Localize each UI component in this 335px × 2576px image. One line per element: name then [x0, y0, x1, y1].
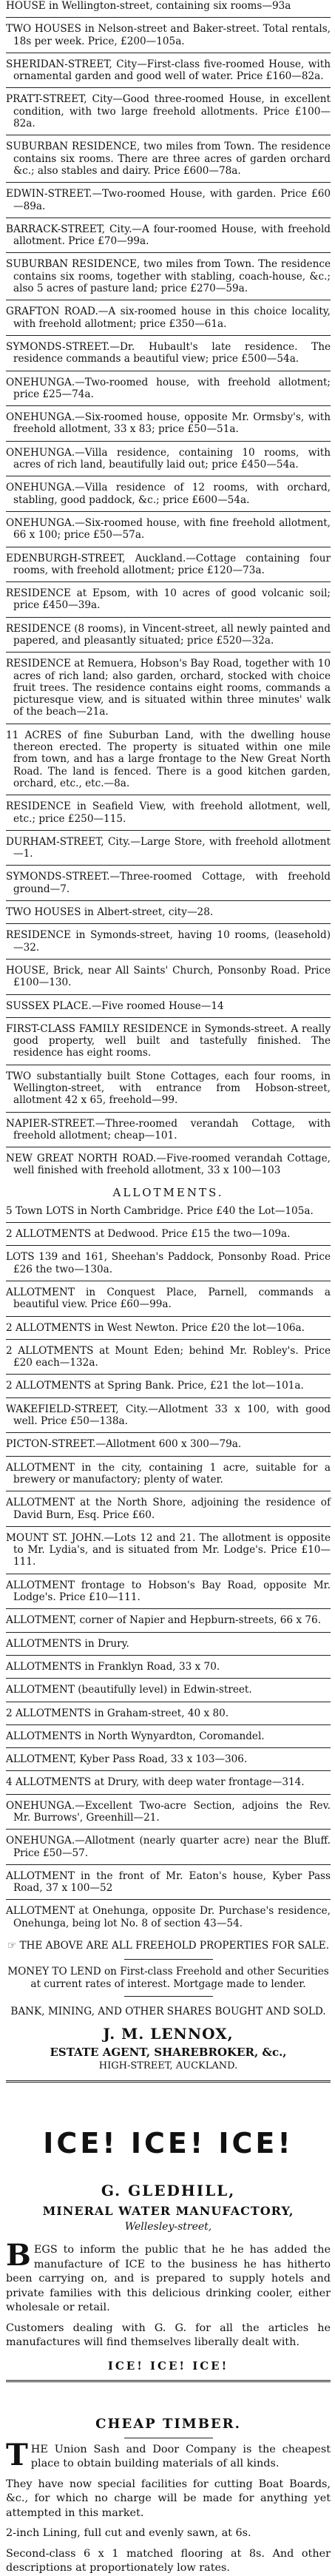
- freehold-note: ☞ THE ABOVE ARE ALL FREEHOLD PROPERTIES FOR SALE.: [7, 1940, 330, 1952]
- allotment-listing: ALLOTMENT in Conquest Place, Parnell, commands a beautiful view. Price £60—99a.: [6, 1286, 331, 1311]
- agent-address: HIGH-STREET, AUCKLAND.: [98, 2060, 238, 2072]
- section-divider: [6, 2380, 331, 2382]
- house-listing: HOUSE in Wellington-street, containing six rooms—93a: [6, 0, 291, 12]
- cheap-body-2: They have now special facilities for cutting Boat Boards, &c., for which no charge will be made for anything yet attempted in this market.: [6, 2478, 331, 2519]
- house-listing: PRATT-STREET, City—Good three-roomed House, in excellent condition, with two large freehold allotments. Price £100—82a.: [6, 93, 331, 130]
- house-listing: NEW GREAT NORTH ROAD.—Five-roomed verandah Cottage, well finished with freehold allotment, 33 x 100—103: [6, 1153, 331, 1177]
- entry-divider: [6, 335, 331, 336]
- entry-divider: [6, 405, 331, 406]
- house-listing: ONEHUNGA.—Villa residence, containing 10 rooms, with acres of rich land, beautifully laid out; price £450—54a.: [6, 446, 331, 471]
- agent-role: ESTATE AGENT, SHAREBROKER, &c.,: [50, 2046, 287, 2060]
- allotment-listing: ALLOTMENT at Onehunga, opposite Dr. Purchase's residence, Onehunga, being lot No. 8 of section 43—54.: [6, 1905, 331, 1929]
- bank-shares-note: BANK, MINING, AND OTHER SHARES BOUGHT AND SOLD.: [10, 2005, 326, 2017]
- house-listing: TWO HOUSES in Albert-street, city—28.: [6, 906, 214, 919]
- house-listing: ONEHUNGA.—Six-roomed house, opposite Mr. Ormsby's, with freehold allotment, 33 x 83; price £50—51a.: [6, 411, 331, 436]
- allotment-listing: ONEHUNGA.—Excellent Two-acre Section, adjoins the Rev. Mr. Burrows', Greenhill—21.: [6, 1799, 331, 1824]
- entry-divider: [6, 1112, 331, 1113]
- gledhill-dropcap: B: [6, 2238, 31, 2273]
- gledhill-role: MINERAL WATER MANUFACTORY,: [42, 2204, 294, 2219]
- house-listing: SUBURBAN RESIDENCE, two miles from Town. The residence contains six rooms. There are three acres of garden orchard &c.; also stables and dairy. Price £600—78a.: [6, 141, 331, 177]
- entry-divider: [6, 441, 331, 442]
- allotment-listing: 2 ALLOTMENTS at Mount Eden; behind Mr. Robley's. Price £20 each—132a.: [6, 1344, 331, 1369]
- cheap-dropcap: T: [6, 2437, 28, 2472]
- allotment-listing: ONEHUNGA.—Allotment (nearly quarter acre) near the Bluff. Price £50—57.: [6, 1835, 331, 1859]
- entry-divider: [6, 1794, 331, 1795]
- entry-divider: [6, 865, 331, 866]
- house-listing: SYMONDS-STREET.—Three-roomed Cottage, with freehold ground—7.: [6, 871, 331, 895]
- gledhill-body-2: Customers dealing with G. G. for all the articles he manufactures will find themselves liberally dealt with.: [6, 2322, 331, 2349]
- entry-divider: [6, 511, 331, 512]
- section-divider: [6, 2080, 331, 2083]
- house-listing: SHERIDAN-STREET, City—First-class five-roomed House, with ornamental garden and good well of water. Price £160—82a.: [6, 58, 331, 83]
- entry-divider: [6, 1747, 331, 1748]
- house-listing: RESIDENCE in Seafield View, with freehold allotment, well, etc.; price £250—115.: [6, 800, 331, 825]
- cheap-body-text: HE Union Sash and Door Company is the cheapest place to obtain building materials of all kinds.: [30, 2443, 331, 2470]
- agent-name: J. M. LENNOX,: [103, 2025, 234, 2043]
- allotment-listing: 2 ALLOTMENTS at Spring Bank. Price, £21 the lot—101a.: [6, 1380, 304, 1392]
- allotment-listing: LOTS 139 and 161, Sheehan's Paddock, Ponsonby Road. Price £26 the two—130a.: [6, 1251, 331, 1275]
- allotment-listing: ALLOTMENT frontage to Hobson's Bay Road, opposite Mr. Lodge's. Price £10—111.: [6, 1579, 331, 1604]
- allotment-listing: 5 Town LOTS in North Cambridge. Price £40 the Lot—105a.: [6, 1204, 314, 1217]
- house-listing: RESIDENCE at Remuera, Hobson's Bay Road, together with 10 acres of rich land; also garden, orchard, stocked with choice fruit trees. The residence contains eight rooms, commands a picturesque view, and is situated within three minutes' walk of the beach—21a.: [6, 658, 331, 718]
- house-listing: RESIDENCE in Symonds-street, having 10 rooms, (leasehold)—32.: [6, 929, 331, 954]
- house-listing: HOUSE, Brick, near All Saints' Church, Ponsonby Road. Price £100—130.: [6, 964, 331, 989]
- entry-divider: [6, 1397, 331, 1398]
- entry-divider: [6, 17, 331, 18]
- allotment-listing: ALLOTMENTS in North Wynyardton, Coromandel.: [6, 1730, 265, 1742]
- entry-divider: [6, 1899, 331, 1900]
- entry-divider: [6, 900, 331, 901]
- entry-divider: [6, 1655, 331, 1656]
- cheap-timber-heading: CHEAP TIMBER.: [95, 2415, 241, 2432]
- gledhill-street: Wellesley-street,: [124, 2221, 212, 2233]
- cheap-body: [6, 2437, 331, 2472]
- entry-divider: [6, 959, 331, 960]
- house-listing: ONEHUNGA.—Six-roomed house, with fine freehold allotment, 66 x 100; price £50—57a.: [6, 516, 331, 542]
- house-listing: 11 ACRES of fine Suburban Land, with the dwelling house thereon erected. The property is situated within one mile from town, and has a large frontage to the New Great North Road. The land is fenced. There is a good kitchen garden, orchard, etc., etc.—8a.: [6, 729, 331, 789]
- allotments-list: [6, 1205, 331, 1929]
- house-listing: GRAFTON ROAD.—A six-roomed house in this choice locality, with freehold allotment; price £350—61a.: [6, 306, 331, 330]
- cheap-body-3: 2-inch Lining, full cut and evenly sawn, at 6s.: [6, 2527, 251, 2540]
- allotment-listing: ALLOTMENTS in Drury.: [6, 1637, 129, 1650]
- allotment-listing: ALLOTMENT at the North Shore, adjoining the residence of David Burn, Esq. Price £60.: [6, 1497, 331, 1521]
- allotment-listing: 4 ALLOTMENTS at Drury, with deep water frontage—314.: [6, 1776, 305, 1789]
- entry-divider: [6, 1770, 331, 1771]
- entry-divider: [6, 1456, 331, 1457]
- gledhill-name: G. GLEDHILL,: [101, 2182, 236, 2200]
- allotment-listing: ALLOTMENT (beautifully level) in Edwin-street.: [6, 1684, 252, 1696]
- house-listing: SUSSEX PLACE.—Five roomed House—14: [6, 999, 224, 1012]
- entry-divider: [6, 1864, 331, 1865]
- allotment-listing: ALLOTMENTS in Franklyn Road, 33 x 70.: [6, 1660, 220, 1673]
- houses-list: [6, 0, 331, 1177]
- house-listing: FIRST-CLASS FAMILY RESIDENCE in Symonds-street. A really good property, well built and tastefully finished. The residence has eight rooms.: [6, 1022, 331, 1059]
- cheap-body-4: Second-class 6 x 1 matched flooring at 8s. And other descriptions at proportionately low rates.: [6, 2547, 331, 2575]
- entry-divider: [6, 1724, 331, 1725]
- ice-footer: ICE! ICE! ICE!: [107, 2358, 229, 2373]
- entry-divider: [6, 1374, 331, 1375]
- house-listing: DURHAM-STREET, City.—Large Store, with freehold allotment—1.: [6, 835, 331, 860]
- money-to-lend-note: MONEY TO LEND on First-class Freehold and other Securities at current rates of interest. Mortgage made to lender.: [7, 1966, 329, 1990]
- entry-divider: [6, 581, 331, 582]
- allotment-listing: WAKEFIELD-STREET, City.—Allotment 33 x 100, with good well. Price £50—138a.: [6, 1403, 331, 1428]
- house-listing: SUBURBAN RESIDENCE, two miles from Town. The residence contains six rooms, together with stabling, coach-house, &c.; also 5 acres of pasture land; price £270—59a.: [6, 258, 331, 295]
- entry-divider: [6, 1316, 331, 1317]
- entry-divider: [6, 617, 331, 618]
- allotment-listing: 2 ALLOTMENTS in Graham-street, 40 x 80.: [6, 1707, 229, 1719]
- allotment-listing: ALLOTMENT in the city, containing 1 acre, suitable for a brewery or manufactory; plenty of water.: [6, 1461, 331, 1486]
- entry-divider: [6, 994, 331, 995]
- entry-divider: [6, 1017, 331, 1018]
- entry-divider: [6, 1608, 331, 1609]
- entry-divider: [6, 1829, 331, 1830]
- allotment-listing: MOUNT ST. JOHN.—Lots 12 and 21. The allotment is opposite to Mr. Lydia's, and is situated from Mr. Lodge's. Price £10—111.: [6, 1531, 331, 1568]
- ice-headline: ICE! ICE! ICE!: [43, 2127, 294, 2160]
- entry-divider: [6, 1678, 331, 1679]
- house-listing: RESIDENCE (8 rooms), in Vincent-street, all newly painted and papered, and pleasantly situated; price £520—32a.: [6, 622, 331, 647]
- allotment-listing: ALLOTMENT, corner of Napier and Hepburn-streets, 66 x 76.: [6, 1614, 322, 1627]
- house-listing: ONEHUNGA.—Two-roomed house, with freehold allotment; price £25—74a.: [6, 376, 331, 400]
- house-listing: BARRACK-STREET, City.—A four-roomed House, with freehold allotment. Price £70—99a.: [6, 223, 331, 248]
- gledhill-body: [6, 2238, 331, 2316]
- entry-divider: [6, 652, 331, 653]
- entry-divider: [6, 252, 331, 253]
- allotment-listing: ALLOTMENT, Kyber Pass Road, 33 x 103—306.: [6, 1753, 248, 1766]
- entry-divider: [6, 1432, 331, 1433]
- entry-divider: [6, 1245, 331, 1246]
- allotment-listing: ALLOTMENT in the front of Mr. Eaton's house, Kyber Pass Road, 37 x 100—52: [6, 1869, 331, 1895]
- allotments-heading: ALLOTMENTS.: [112, 1185, 224, 1199]
- house-listing: TWO HOUSES in Nelson-street and Baker-street. Total rentals, 18s per week. Price, £200—105a.: [6, 23, 331, 47]
- entry-divider: [6, 830, 331, 831]
- divider: [124, 1959, 213, 1960]
- house-listing: RESIDENCE at Epsom, with 10 acres of good volcanic soil; price £450—39a.: [6, 587, 331, 612]
- entry-divider: [6, 1339, 331, 1340]
- entry-divider: [6, 87, 331, 88]
- allotment-listing: PICTON-STREET.—Allotment 600 x 300—79a.: [6, 1438, 242, 1451]
- advertisement-column: [6, 0, 331, 2576]
- entry-divider: [6, 1526, 331, 1527]
- entry-divider: [6, 1632, 331, 1633]
- entry-divider: [6, 1222, 331, 1223]
- divider: [124, 1996, 213, 1997]
- entry-divider: [6, 182, 331, 183]
- house-listing: EDENBURGH-STREET, Auckland.—Cottage containing four rooms, with freehold allotment; price £120—73a.: [6, 552, 331, 576]
- house-listing: SYMONDS-STREET.—Dr. Hubault's late residence. The residence commands a beautiful view; price £500—54a.: [6, 340, 331, 365]
- house-listing: EDWIN-STREET.—Two-roomed House, with garden. Price £60—89a.: [6, 188, 331, 212]
- house-listing: NAPIER-STREET.—Three-roomed verandah Cottage, with freehold allotment; cheap—101.: [6, 1117, 331, 1142]
- allotment-listing: 2 ALLOTMENTS in West Newton. Price £20 the lot—106a.: [6, 1321, 305, 1334]
- house-listing: ONEHUNGA.—Villa residence of 12 rooms, with orchard, stabling, good paddock, &c.; price £600—54a.: [6, 482, 331, 506]
- gledhill-body-text: EGS to inform the public that he he has added the manufacture of ICE to the business he has hitherto been carrying on, and is prepared to supply hotels and private families with this delicious drinking cooler, either wholesale or retail.: [6, 2244, 331, 2314]
- house-listing: TWO substantially built Stone Cottages, each four rooms, in Wellington-street, with entrance from Hobson-street, allotment 42 x 65, freehold—99.: [6, 1070, 331, 1107]
- allotment-listing: 2 ALLOTMENTS at Dedwood. Price £15 the two—109a.: [6, 1228, 291, 1241]
- entry-divider: [6, 923, 331, 924]
